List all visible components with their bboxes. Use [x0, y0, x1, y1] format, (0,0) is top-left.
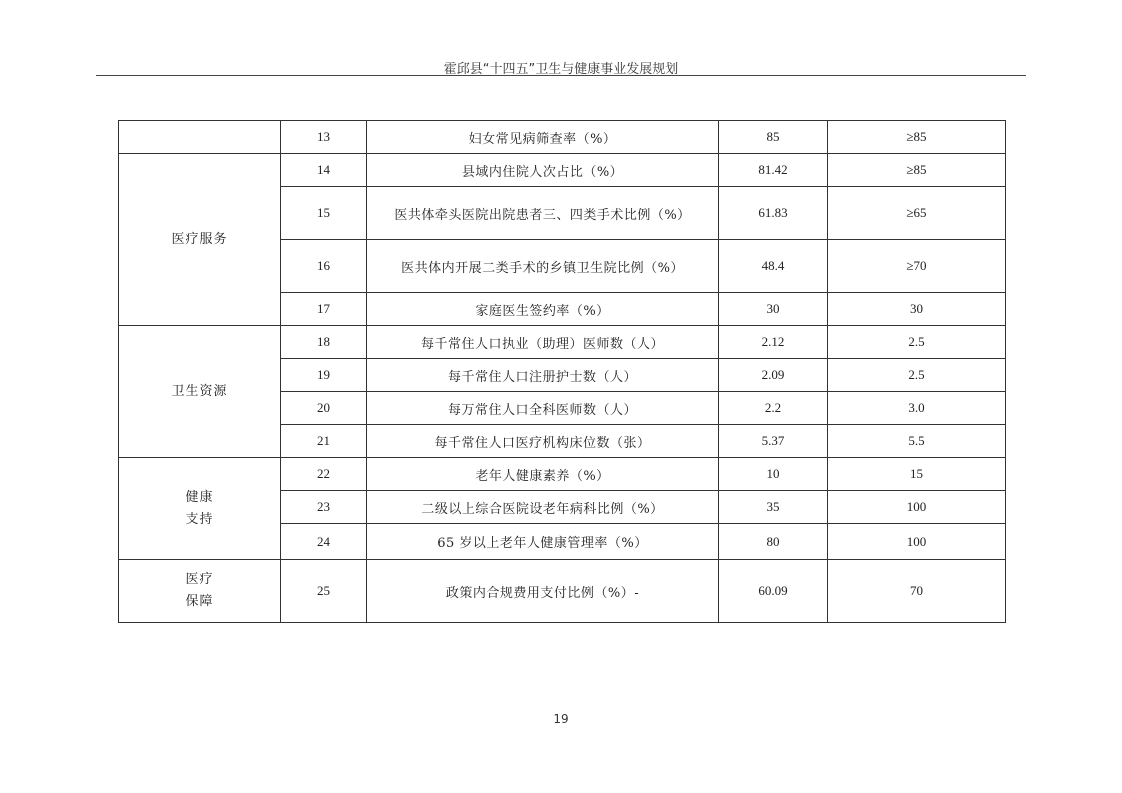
target-value: ≥70	[828, 240, 1006, 293]
target-value: 100	[828, 524, 1006, 560]
table-row	[119, 326, 1006, 359]
indicator-name: 医共体内开展二类手术的乡镇卫生院比例（%）	[367, 240, 719, 293]
category-line: 保障	[185, 594, 214, 609]
current-value: 2.2	[719, 392, 828, 425]
target-value: 70	[828, 560, 1006, 623]
indicator-name: 每千常住人口注册护士数（人）	[367, 359, 719, 392]
current-value: 2.09	[719, 359, 828, 392]
indicator-name: 二级以上综合医院设老年病科比例（%）	[367, 491, 719, 524]
target-value: ≥85	[828, 154, 1006, 187]
indicator-name: 妇女常见病筛查率（%）	[367, 121, 719, 154]
table-row	[119, 154, 1006, 187]
category-line: 健康	[185, 489, 214, 505]
indicator-name: 医共体牵头医院出院患者三、四类手术比例（%）	[367, 187, 719, 240]
table-row	[119, 121, 1006, 154]
target-value: 5.5	[828, 425, 1006, 458]
indicator-name: 每千常住人口执业（助理）医师数（人）	[367, 326, 719, 359]
current-value: 48.4	[719, 240, 828, 293]
row-index: 16	[281, 240, 367, 293]
category-medical-security	[119, 560, 281, 623]
row-index: 21	[281, 425, 367, 458]
row-index: 18	[281, 326, 367, 359]
category-medical-service: 医疗服务	[119, 154, 281, 326]
indicator-name: 政策内合规费用支付比例（%）-	[367, 560, 719, 623]
document-header-title: 霍邱县“十四五”卫生与健康事业发展规划	[443, 62, 679, 77]
row-index: 25	[281, 560, 367, 623]
row-index: 23	[281, 491, 367, 524]
target-value: ≥85	[828, 121, 1006, 154]
page-number: 19	[553, 712, 569, 726]
current-value: 60.09	[719, 560, 828, 623]
indicator-name: 每万常住人口全科医师数（人）	[367, 392, 719, 425]
category-health-support	[119, 458, 281, 560]
target-value: ≥65	[828, 187, 1006, 240]
row-index: 20	[281, 392, 367, 425]
row-index: 22	[281, 458, 367, 491]
target-value: 3.0	[828, 392, 1006, 425]
table-row	[119, 458, 1006, 491]
row-index: 13	[281, 121, 367, 154]
current-value: 35	[719, 491, 828, 524]
current-value: 61.83	[719, 187, 828, 240]
indicator-name: 家庭医生签约率（%）	[367, 293, 719, 326]
indicator-table	[118, 120, 1006, 623]
current-value: 2.12	[719, 326, 828, 359]
target-value: 2.5	[828, 326, 1006, 359]
row-index: 15	[281, 187, 367, 240]
target-value: 100	[828, 491, 1006, 524]
indicator-name: 县域内住院人次占比（%）	[367, 154, 719, 187]
indicator-name: 65 岁以上老年人健康管理率（%）	[367, 524, 719, 560]
indicator-name: 老年人健康素养（%）	[367, 458, 719, 491]
current-value: 5.37	[719, 425, 828, 458]
table-row	[119, 560, 1006, 623]
target-value: 2.5	[828, 359, 1006, 392]
row-index: 24	[281, 524, 367, 560]
header-divider	[96, 75, 1026, 76]
category-line: 支持	[185, 511, 214, 527]
current-value: 30	[719, 293, 828, 326]
current-value: 81.42	[719, 154, 828, 187]
target-value: 30	[828, 293, 1006, 326]
current-value: 80	[719, 524, 828, 560]
category-health-resources: 卫生资源	[119, 326, 281, 458]
category-line: 医疗	[185, 572, 214, 587]
current-value: 10	[719, 458, 828, 491]
row-index: 17	[281, 293, 367, 326]
target-value: 15	[828, 458, 1006, 491]
indicator-name: 每千常住人口医疗机构床位数（张）	[367, 425, 719, 458]
row-index: 14	[281, 154, 367, 187]
current-value: 85	[719, 121, 828, 154]
category-cell-empty	[119, 121, 281, 154]
row-index: 19	[281, 359, 367, 392]
